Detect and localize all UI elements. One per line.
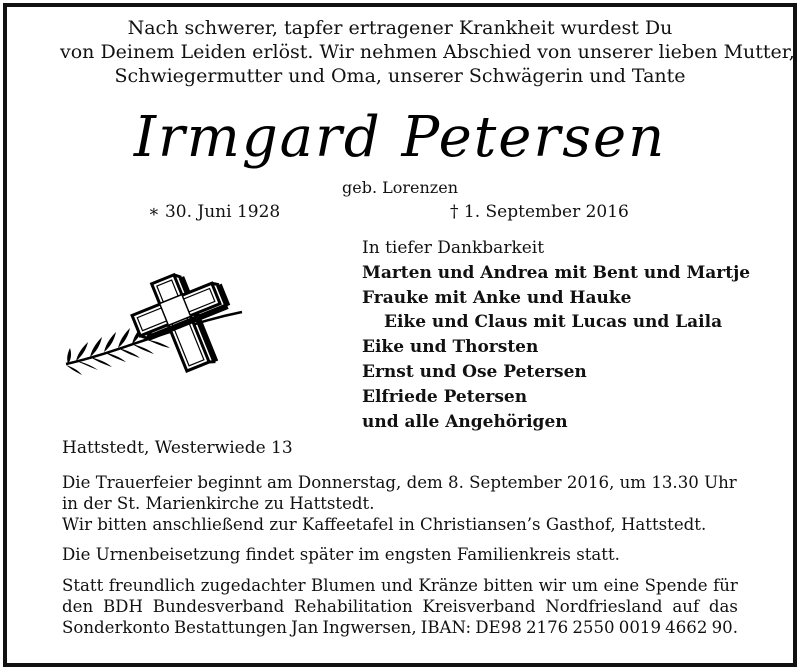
donation-word: Ingwersen, bbox=[322, 618, 417, 637]
donation-word: Kränze bbox=[418, 576, 478, 595]
donation-word: für bbox=[713, 576, 738, 595]
mourner-line: Frauke mit Anke und Hauke bbox=[362, 287, 632, 308]
donation-word: auf bbox=[672, 597, 700, 616]
donation-word: BDH bbox=[102, 597, 143, 616]
mourner-line: Eike und Claus mit Lucas und Laila bbox=[384, 312, 723, 333]
donation-word: eine bbox=[603, 576, 640, 595]
donation-word: 4662 bbox=[665, 618, 708, 637]
donation-word: um bbox=[571, 576, 599, 595]
intro-line: Schwiegermutter und Oma, unserer Schwägerin und Tante bbox=[114, 65, 686, 87]
donation-word: DE98 bbox=[475, 618, 522, 637]
funeral-line: Wir bitten anschließend zur Kaffeetafel in Christiansen’s Gasthof, Hattstedt. bbox=[62, 515, 707, 534]
donation-word: Nordfriesland bbox=[545, 597, 663, 616]
family-address: Hattstedt, Westerwiede 13 bbox=[62, 438, 293, 458]
donation-word: Rehabilitation bbox=[294, 597, 413, 616]
mourner-line: Ernst und Ose Petersen bbox=[362, 361, 587, 382]
intro-line: Nach schwerer, tapfer ertragener Krankheit wurdest Du bbox=[127, 17, 673, 39]
funeral-line: Die Trauerfeier beginnt am Donnerstag, dem 8. September 2016, um 13.30 Uhr bbox=[62, 473, 737, 492]
donation-word: 0019 bbox=[618, 618, 661, 637]
donation-word: Kreisverband bbox=[422, 597, 536, 616]
mourner-line: Eike und Thorsten bbox=[362, 337, 539, 358]
donation-word: und bbox=[380, 576, 413, 595]
donation-word: bitten bbox=[483, 576, 534, 595]
donation-line bbox=[62, 596, 738, 617]
birth-name: geb. Lorenzen bbox=[341, 178, 458, 197]
donation-word: Bestattungen bbox=[173, 618, 287, 637]
donation-word: das bbox=[708, 597, 738, 616]
donation-word: wir bbox=[538, 576, 567, 595]
intro-line: von Deinem Leiden erlöst. Wir nehmen Abschied von unserer lieben Mutter, bbox=[60, 41, 795, 63]
donation-word: Blumen bbox=[311, 576, 376, 595]
donation-word: zugedachter bbox=[200, 576, 306, 595]
donation-word: den bbox=[62, 597, 94, 616]
donation-word: Statt bbox=[62, 576, 104, 595]
donation-word: freundlich bbox=[108, 576, 196, 595]
donation-word: 90. bbox=[711, 618, 738, 637]
donation-word: Bundesverband bbox=[152, 597, 285, 616]
donation-word: Spende bbox=[644, 576, 708, 595]
urn-burial-info: Die Urnenbeisetzung findet später im engsten Familienkreis statt. bbox=[62, 545, 620, 564]
donation-line bbox=[62, 575, 738, 596]
donation-request bbox=[62, 575, 738, 638]
cross-with-palm-branch-icon bbox=[52, 272, 260, 380]
death-date: † 1. September 2016 bbox=[450, 202, 629, 222]
mourner-line: Marten und Andrea mit Bent und Martje bbox=[362, 262, 751, 283]
mourner-line: Elfriede Petersen bbox=[362, 386, 528, 407]
birth-date: ∗ 30. Juni 1928 bbox=[148, 202, 281, 222]
donation-word: 2550 bbox=[572, 618, 615, 637]
mourners-list bbox=[362, 236, 762, 434]
deceased-name: Irmgard Petersen bbox=[133, 105, 667, 170]
mourner-line: und alle Angehörigen bbox=[362, 411, 568, 432]
donation-line bbox=[62, 617, 738, 638]
intro-text bbox=[60, 16, 795, 88]
funeral-line: in der St. Marienkirche zu Hattstedt. bbox=[62, 494, 375, 513]
donation-word: IBAN: bbox=[420, 618, 472, 637]
donation-word: 2176 bbox=[525, 618, 569, 637]
funeral-info bbox=[62, 472, 738, 535]
donation-word: Sonderkonto bbox=[62, 618, 170, 637]
donation-word: Jan bbox=[291, 618, 319, 637]
mourners-intro: In tiefer Dankbarkeit bbox=[362, 238, 545, 258]
